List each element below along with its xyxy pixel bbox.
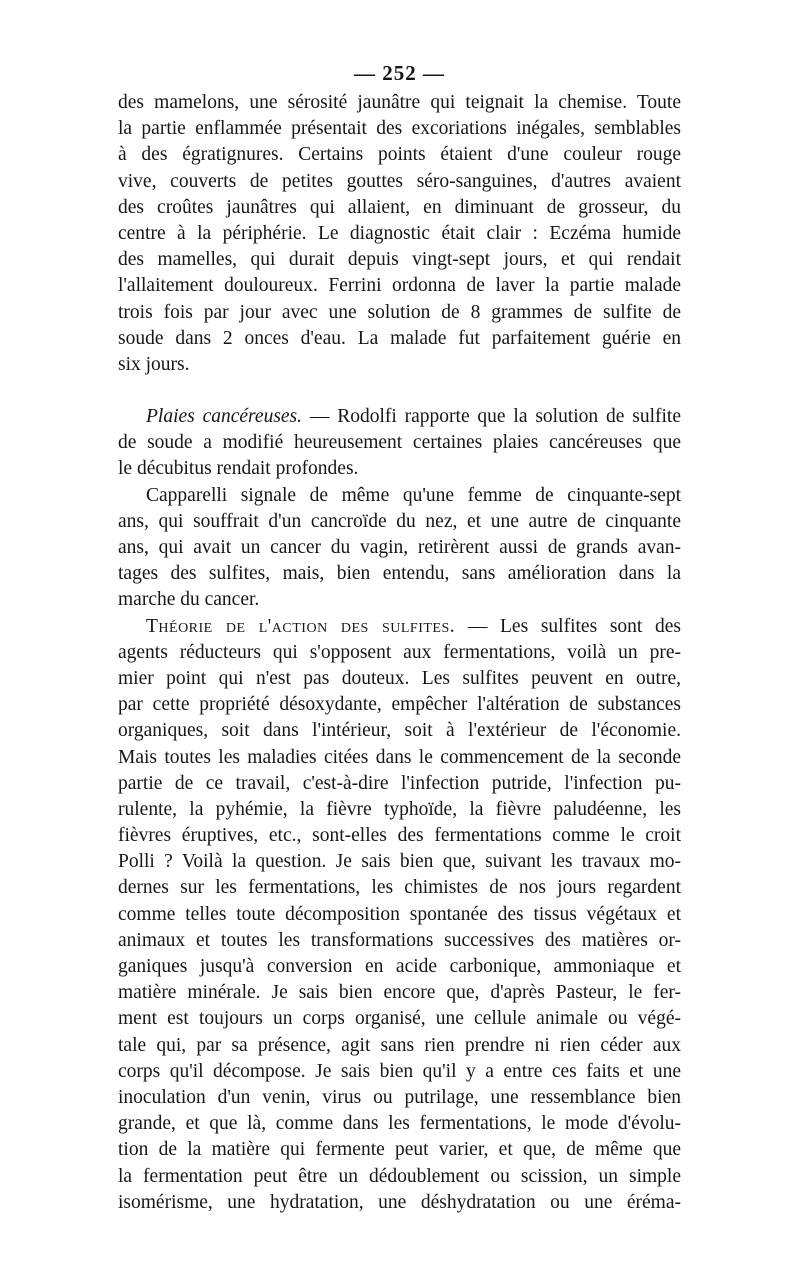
text-line: dernes sur les fermentations, les chimistes de nos jours regardent xyxy=(118,877,681,899)
text-line: partie de ce travail, c'est-à-dire l'infection putride, l'infection pu- xyxy=(118,772,681,794)
text-line: trois fois par jour avec une solution de 8 grammes de sulfite de xyxy=(118,301,681,323)
text-line: grande, et que là, comme dans les fermentations, le mode d'évolu- xyxy=(118,1113,681,1135)
text-line: isomérisme, une hydratation, une déshydratation ou une éréma- xyxy=(118,1191,681,1213)
text-line xyxy=(118,404,681,430)
text-line: animaux et toutes les transformations successives des matières or- xyxy=(118,929,681,951)
text-line: Mais toutes les maladies citées dans le commencement de la seconde xyxy=(118,746,681,768)
text-line xyxy=(118,614,681,640)
text-run: — Les sulfites sont des xyxy=(455,615,681,637)
section-heading: Plaies cancéreuses. xyxy=(146,406,303,428)
text-line: le décubitus rendait profondes. xyxy=(118,458,359,480)
text-line: Capparelli signale de même qu'une femme de cinquante-sept xyxy=(146,484,681,506)
text-line: soude dans 2 onces d'eau. La malade fut parfaitement guérie en xyxy=(118,327,681,349)
paragraph-theorie-sulfites xyxy=(118,614,681,1216)
text-line: six jours. xyxy=(118,353,190,375)
text-line: comme telles toute décomposition spontanée des tissus végétaux et xyxy=(118,903,681,925)
text-line: organiques, soit dans l'intérieur, soit à l'extérieur de l'économie. xyxy=(118,720,681,742)
page-number: — 252 — xyxy=(354,61,445,85)
text-line: des croûtes jaunâtres qui allaient, en diminuant de grosseur, du xyxy=(118,196,681,218)
text-line: des mamelles, qui durait depuis vingt-sept jours, et qui rendait xyxy=(118,249,681,271)
text-line: ans, qui souffrait d'un cancroïde du nez, et une autre de cinquante xyxy=(118,510,681,532)
text-line: ment est toujours un corps organisé, une cellule animale ou végé- xyxy=(118,1008,681,1030)
paragraph-capparelli xyxy=(118,483,681,614)
text-line: ganiques jusqu'à conversion en acide carbonique, ammoniaque et xyxy=(118,956,681,977)
text-line: tion de la matière qui fermente peut varier, et que, de même que xyxy=(118,1139,681,1161)
text-line: des mamelons, une sérosité jaunâtre qui teignait la chemise. Toute xyxy=(118,92,681,113)
text-line: corps qu'il décompose. Je sais bien qu'il y a entre ces faits et une xyxy=(118,1060,681,1082)
text-line: inoculation d'un venin, virus ou putrilage, une ressemblance bien xyxy=(118,1086,681,1108)
text-line: centre à la périphérie. Le diagnostic était clair : Eczéma humide xyxy=(118,222,681,244)
text-line: matière minérale. Je sais bien encore que, d'après Pasteur, le fer- xyxy=(118,982,681,1004)
text-line: fièvres éruptives, etc., sont-elles des fermentations comme le croit xyxy=(118,825,681,847)
text-line: par cette propriété désoxydante, empêcher l'altération de substances xyxy=(118,694,681,716)
book-page xyxy=(118,56,681,1216)
paragraph-plaies-cancereuses xyxy=(118,404,681,483)
paragraph-eczema xyxy=(118,90,681,378)
text-line: tages des sulfites, mais, bien entendu, sans amélioration dans la xyxy=(118,563,681,585)
text-line: de soude a modifié heureusement certaines plaies cancéreuses que xyxy=(118,432,681,454)
text-line: Polli ? Voilà la question. Je sais bien que, suivant les travaux mo- xyxy=(118,851,681,873)
text-line: la fermentation peut être un dédoublement ou scission, un simple xyxy=(118,1165,681,1187)
text-line: mier point qui n'est pas douteux. Les sulfites peuvent en outre, xyxy=(118,667,681,689)
text-line: vive, couverts de petites gouttes séro-sanguines, d'autres avaient xyxy=(118,170,681,192)
text-line: à des égratignures. Certains points étaient d'une couleur rouge xyxy=(118,144,681,166)
paragraph-spacer xyxy=(118,378,681,404)
text-line: l'allaitement douloureux. Ferrini ordonna de laver la partie malade xyxy=(118,275,681,297)
text-line: agents réducteurs qui s'opposent aux fermentations, voilà un pre- xyxy=(118,641,681,663)
text-line: tale qui, par sa présence, agit sans rien prendre ni rien céder aux xyxy=(118,1034,681,1056)
text-line: rulente, la pyhémie, la fièvre typhoïde, la fièvre paludéenne, les xyxy=(118,798,681,820)
text-line: ans, qui avait un cancer du vagin, retirèrent aussi de grands avan- xyxy=(118,537,681,558)
text-line: la partie enflammée présentait des excoriations inégales, semblables xyxy=(118,118,681,140)
section-heading: Théorie de l'action des sulfites. xyxy=(146,615,456,637)
text-line: marche du cancer. xyxy=(118,589,260,611)
text-run: — Rodolfi rapporte que la solution de sulfite xyxy=(302,406,682,428)
